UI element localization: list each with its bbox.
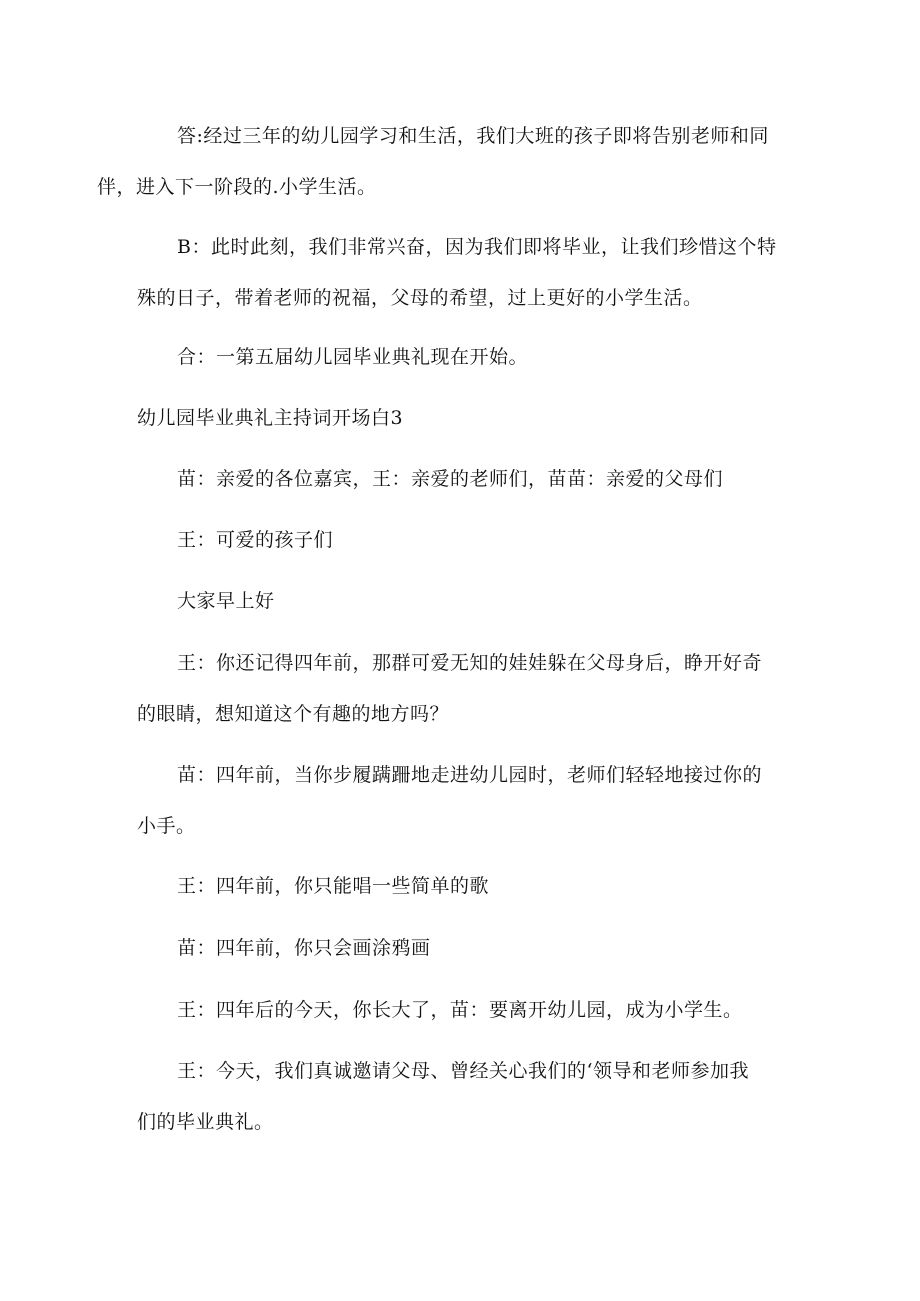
text-line: 苗：四年前，你只会画涂鸦画 bbox=[177, 937, 431, 959]
paragraph-together bbox=[137, 332, 787, 383]
section-heading bbox=[137, 393, 787, 444]
paragraph-miao-drawings bbox=[137, 923, 787, 974]
text-line: 苗：四年前，当你步履蹒跚地走进幼儿园时，老师们轻轻地接过你的 bbox=[177, 764, 763, 786]
text-line: 苗：亲爱的各位嘉宾，王：亲爱的老师们，苗苗：亲爱的父母们 bbox=[177, 468, 724, 490]
text-line: 殊的日子，带着老师的祝福，父母的希望，过上更好的小学生活。 bbox=[137, 287, 703, 309]
text-line: 王：四年前，你只能唱一些简单的歌 bbox=[177, 875, 490, 897]
paragraph-greeting bbox=[137, 454, 787, 505]
paragraph-grown-up bbox=[137, 985, 787, 1036]
paragraph-b bbox=[137, 222, 787, 324]
text-line: 小手。 bbox=[137, 815, 196, 837]
paragraph-children bbox=[137, 515, 787, 566]
paragraph-answer-intro bbox=[97, 111, 787, 213]
paragraph-wang-memory bbox=[137, 638, 787, 740]
text-line: 大家早上好 bbox=[177, 590, 275, 612]
paragraph-invitation bbox=[137, 1046, 787, 1148]
text-line: 合：一第五届幼儿园毕业典礼现在开始。 bbox=[177, 346, 529, 368]
paragraph-wang-songs bbox=[137, 861, 787, 912]
text-line: 王：四年后的今天，你长大了，苗：要离开幼儿园，成为小学生。 bbox=[177, 999, 743, 1021]
text-line: 答:经过三年的幼儿园学习和生活，我们大班的孩子即将告别老师和同 bbox=[177, 125, 769, 147]
paragraph-good-morning bbox=[137, 576, 787, 627]
text-line: 王：你还记得四年前，那群可爱无知的娃娃躲在父母身后，睁开好奇 bbox=[177, 652, 763, 674]
text-line: B：此时此刻，我们非常兴奋，因为我们即将毕业，让我们珍惜这个特 bbox=[177, 236, 777, 258]
text-line: 伴，进入下一阶段的.小学生活。 bbox=[97, 176, 377, 198]
text-line: 幼儿园毕业典礼主持词开场白3 bbox=[137, 407, 404, 429]
text-line: 王：可爱的孩子们 bbox=[177, 529, 334, 551]
text-line: 们的毕业典礼。 bbox=[137, 1111, 274, 1133]
text-line: 王：今天，我们真诚邀请父母、曾经关心我们的‘领导和老师参加我 bbox=[177, 1060, 750, 1082]
text-line: 的眼睛，想知道这个有趣的地方吗？ bbox=[137, 703, 450, 725]
paragraph-miao-memory bbox=[137, 750, 787, 852]
